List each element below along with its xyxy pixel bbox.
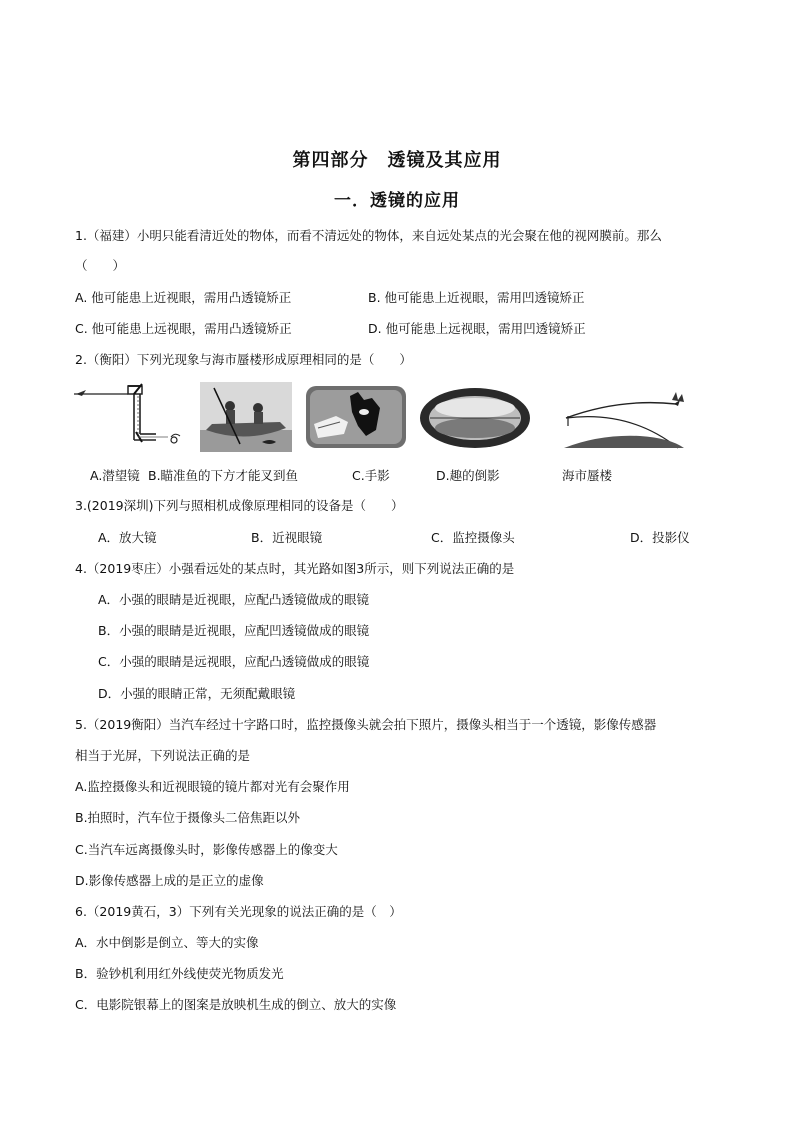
q3-stem: 3.(2019深圳)下列与照相机成像原理相同的设备是（ ） (75, 498, 404, 513)
q1-paren: （ ） (75, 258, 126, 273)
q3-option-a: A．放大镜 (98, 530, 157, 545)
q3-option-b: B．近视眼镜 (251, 530, 323, 545)
q6-option-b: B．验钞机利用红外线使荧光物质发光 (75, 966, 284, 981)
q1-option-b: B. 他可能患上近视眼，需用凹透镜矫正 (368, 290, 585, 305)
q2-caption-b: B.瞄准鱼的下方才能叉到鱼 (148, 468, 299, 483)
q5-option-c: C.当汽车远离摄像头时，影像传感器上的像变大 (75, 842, 338, 857)
q2-stem: 2.（衡阳）下列光现象与海市蜃楼形成原理相同的是（ ） (75, 352, 412, 367)
q6-option-a: A．水中倒影是倒立、等大的实像 (75, 935, 259, 950)
q4-stem: 4.（2019枣庄）小强看远处的某点时，其光路如图3所示，则下列说法正确的是 (75, 561, 515, 576)
q6-stem: 6.（2019黄石，3）下列有关光现象的说法正确的是（ ） (75, 904, 402, 919)
q5-option-b: B.拍照时，汽车位于摄像头二倍焦距以外 (75, 810, 301, 825)
q5-option-a: A.监控摄像头和近视眼镜的镜片都对光有会聚作用 (75, 779, 350, 794)
q2-caption-d: D.趣的倒影 (436, 468, 500, 483)
periscope-figure (72, 382, 194, 452)
q6-option-c: C．电影院银幕上的图案是放映机生成的倒立、放大的实像 (75, 997, 397, 1012)
reflection-figure (418, 382, 532, 452)
q5-option-d: D.影像传感器上成的是正立的虚像 (75, 873, 264, 888)
section-title: 一．透镜的应用 (334, 191, 460, 211)
q3-option-c: C．监控摄像头 (431, 530, 515, 545)
q5-stem-line2: 相当于光屏，下列说法正确的是 (75, 748, 251, 763)
mirage-figure (560, 382, 690, 452)
q4-option-b: B．小强的眼睛是近视眼，应配凹透镜做成的眼镜 (98, 623, 370, 638)
q2-caption-e: 海市蜃楼 (562, 468, 613, 483)
q1-option-c: C. 他可能患上远视眼，需用凸透镜矫正 (75, 321, 292, 336)
hand-shadow-figure (306, 382, 406, 452)
q1-stem: 1.（福建）小明只能看清近处的物体，而看不清远处的物体，来自远处某点的光会聚在他的视网膜前。那么 (75, 228, 662, 243)
fish-spear-figure (200, 382, 292, 452)
q4-option-c: C．小强的眼睛是远视眼，应配凸透镜做成的眼镜 (98, 654, 370, 669)
q2-caption-c: C.手影 (352, 468, 390, 483)
q1-option-a: A. 他可能患上近视眼，需用凸透镜矫正 (75, 290, 292, 305)
page-title: 第四部分 透镜及其应用 (292, 150, 502, 171)
q4-option-d: D．小强的眼睛正常，无须配戴眼镜 (98, 686, 296, 701)
q5-stem-line1: 5.（2019衡阳）当汽车经过十字路口时，监控摄像头就会拍下照片，摄像头相当于一个透镜，影像传感器 (75, 717, 657, 732)
q3-option-d: D．投影仪 (630, 530, 690, 545)
q2-caption-a: A.潜望镜 (90, 468, 140, 483)
q4-option-a: A．小强的眼睛是近视眼，应配凸透镜做成的眼镜 (98, 592, 370, 607)
q1-option-d: D. 他可能患上远视眼，需用凹透镜矫正 (368, 321, 586, 336)
